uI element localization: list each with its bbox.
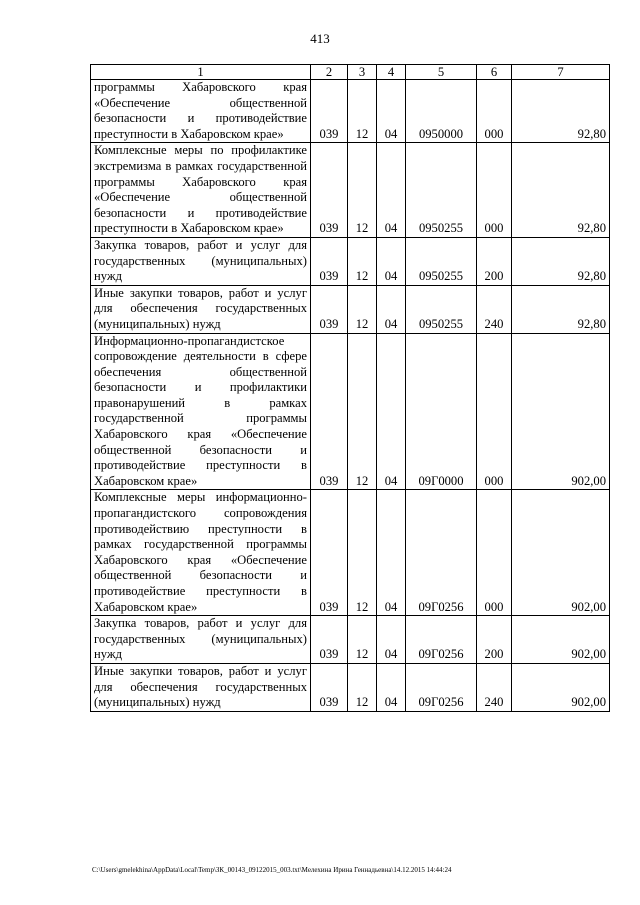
row-amount: 902,00 — [512, 333, 610, 490]
row-grbs: 039 — [311, 237, 348, 285]
footer-file-path: C:\Users\gmelekhina\AppData\Local\Temp\ЗК_00143_09122015_003.txt\Мелехина Ирина Геннадьевна\14.12.2015 14:44:24 — [92, 866, 452, 874]
row-subsection: 04 — [377, 490, 406, 616]
table-header-row — [91, 65, 610, 80]
row-target-code: 09Г0256 — [406, 490, 477, 616]
row-subsection: 04 — [377, 285, 406, 333]
row-grbs: 039 — [311, 143, 348, 238]
row-target-code: 0950000 — [406, 80, 477, 143]
row-expense-type: 240 — [477, 663, 512, 711]
row-subsection: 04 — [377, 333, 406, 490]
row-section: 12 — [348, 663, 377, 711]
row-expense-type: 240 — [477, 285, 512, 333]
row-name: Закупка товаров, работ и услуг для государственных (муниципальных) нужд — [91, 616, 311, 664]
row-amount: 902,00 — [512, 490, 610, 616]
row-grbs: 039 — [311, 80, 348, 143]
header-col-4: 4 — [377, 65, 406, 80]
row-name: Информационно-пропагандистское сопровождение деятельности в сфере обеспечения общественной безопасности и профилактики правонарушений в рамках государственной программы Хабаровского края «Обеспечение общественной безопасности и противодействие преступности в Хабаровском крае» — [91, 333, 311, 490]
row-section: 12 — [348, 490, 377, 616]
row-target-code: 09Г0256 — [406, 663, 477, 711]
row-subsection: 04 — [377, 237, 406, 285]
row-expense-type: 200 — [477, 237, 512, 285]
table-row — [91, 490, 610, 616]
row-name: программы Хабаровского края «Обеспечение общественной безопасности и противодействие преступности в Хабаровском крае» — [91, 80, 311, 143]
table-row — [91, 237, 610, 285]
header-col-2: 2 — [311, 65, 348, 80]
page-number: 413 — [310, 31, 330, 46]
row-section: 12 — [348, 237, 377, 285]
row-expense-type: 000 — [477, 143, 512, 238]
row-subsection: 04 — [377, 143, 406, 238]
row-name: Комплексные меры по профилактике экстремизма в рамках государственной программы Хабаровского края «Обеспечение общественной безопасности и противодействие преступности в Хабаровском крае» — [91, 143, 311, 238]
row-amount: 92,80 — [512, 285, 610, 333]
table-row — [91, 143, 610, 238]
row-subsection: 04 — [377, 80, 406, 143]
row-target-code: 0950255 — [406, 285, 477, 333]
row-section: 12 — [348, 333, 377, 490]
row-target-code: 09Г0256 — [406, 616, 477, 664]
row-grbs: 039 — [311, 333, 348, 490]
header-col-5: 5 — [406, 65, 477, 80]
row-section: 12 — [348, 285, 377, 333]
table-row — [91, 333, 610, 490]
row-section: 12 — [348, 80, 377, 143]
row-amount: 92,80 — [512, 80, 610, 143]
row-expense-type: 200 — [477, 616, 512, 664]
budget-table — [90, 64, 610, 712]
header-col-3: 3 — [348, 65, 377, 80]
row-amount: 92,80 — [512, 143, 610, 238]
row-target-code: 0950255 — [406, 143, 477, 238]
row-grbs: 039 — [311, 285, 348, 333]
row-expense-type: 000 — [477, 333, 512, 490]
header-col-7: 7 — [512, 65, 610, 80]
row-section: 12 — [348, 616, 377, 664]
row-subsection: 04 — [377, 663, 406, 711]
row-amount: 902,00 — [512, 663, 610, 711]
header-col-1: 1 — [91, 65, 311, 80]
row-name: Иные закупки товаров, работ и услуг для обеспечения государственных (муниципальных) нужд — [91, 663, 311, 711]
table-row — [91, 616, 610, 664]
row-name: Иные закупки товаров, работ и услуг для обеспечения государственных (муниципальных) нужд — [91, 285, 311, 333]
row-expense-type: 000 — [477, 80, 512, 143]
row-grbs: 039 — [311, 490, 348, 616]
row-grbs: 039 — [311, 616, 348, 664]
row-amount: 902,00 — [512, 616, 610, 664]
row-name: Закупка товаров, работ и услуг для государственных (муниципальных) нужд — [91, 237, 311, 285]
header-col-6: 6 — [477, 65, 512, 80]
row-amount: 92,80 — [512, 237, 610, 285]
row-target-code: 09Г0000 — [406, 333, 477, 490]
table-row — [91, 80, 610, 143]
row-subsection: 04 — [377, 616, 406, 664]
table-row — [91, 663, 610, 711]
table-row — [91, 285, 610, 333]
row-section: 12 — [348, 143, 377, 238]
row-grbs: 039 — [311, 663, 348, 711]
row-expense-type: 000 — [477, 490, 512, 616]
row-name: Комплексные меры информационно-пропагандистского сопровождения противодействию преступности в рамках государственной программы Хабаровского края «Обеспечение общественной безопасности и противодействие преступности в Хабаровском крае» — [91, 490, 311, 616]
row-target-code: 0950255 — [406, 237, 477, 285]
